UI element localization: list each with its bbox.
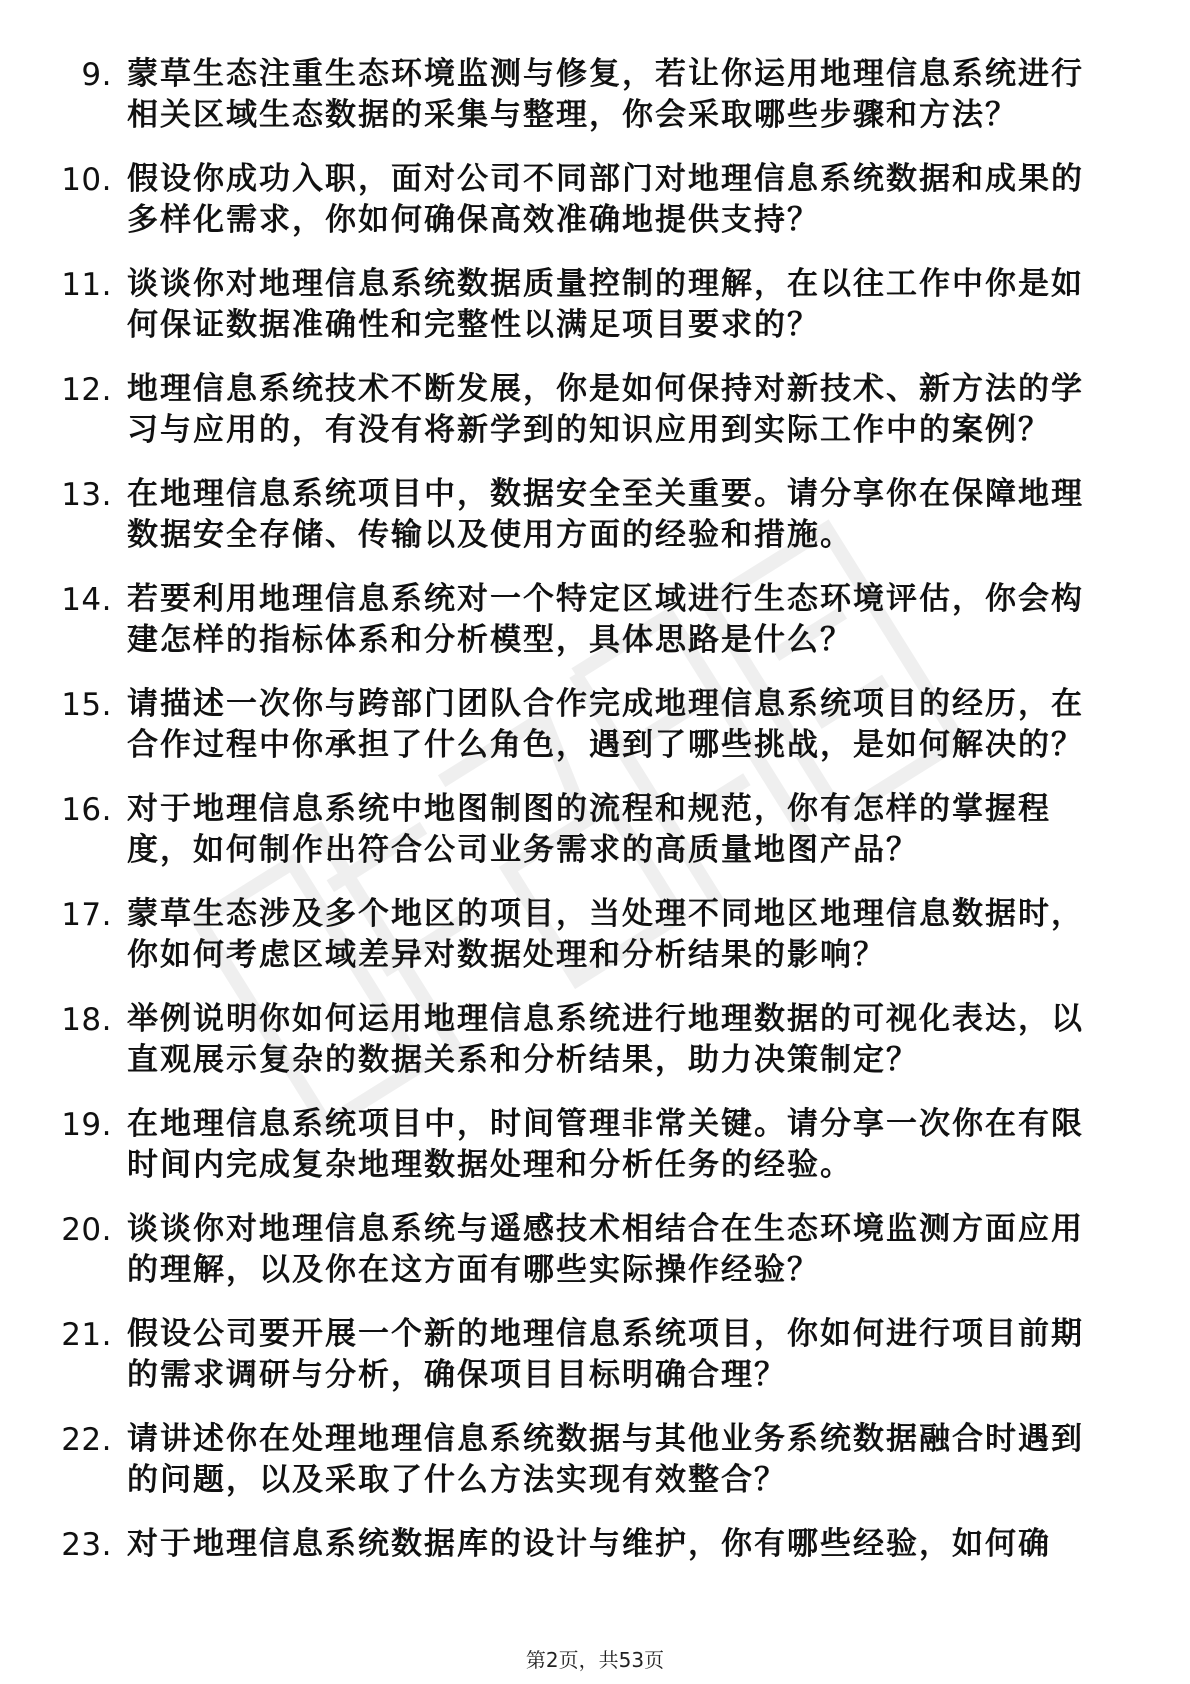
question-text: 若要利用地理信息系统对一个特定区域进行生态环境评估，你会构建怎样的指标体系和分析模型，具体思路是什么？ [127, 581, 1084, 658]
question-number: 19. [61, 1107, 112, 1143]
question-text: 请描述一次你与跨部门团队合作完成地理信息系统项目的经历，在合作过程中你承担了什么角色，遇到了哪些挑战，是如何解决的？ [127, 686, 1084, 763]
list-item [0, 789, 1190, 871]
list-item [0, 159, 1190, 241]
page-footer: 第2页，共53页 [525, 1648, 665, 1672]
list-item [0, 474, 1190, 556]
question-text: 蒙草生态涉及多个地区的项目，当处理不同地区地理信息数据时，你如何考虑区域差异对数据处理和分析结果的影响？ [127, 896, 1084, 973]
question-number: 13. [61, 477, 112, 513]
list-item [0, 894, 1190, 976]
question-text: 在地理信息系统项目中，数据安全至关重要。请分享你在保障地理数据安全存储、传输以及使用方面的经验和措施。 [127, 476, 1084, 553]
question-text: 在地理信息系统项目中，时间管理非常关键。请分享一次你在有限时间内完成复杂地理数据处理和分析任务的经验。 [127, 1106, 1084, 1183]
question-number: 11. [61, 267, 112, 303]
question-text: 请讲述你在处理地理信息系统数据与其他业务系统数据融合时遇到的问题，以及采取了什么方法实现有效整合？ [127, 1421, 1084, 1498]
list-item [0, 1314, 1190, 1396]
question-number: 16. [61, 792, 112, 828]
list-item [0, 579, 1190, 661]
question-number: 15. [61, 687, 112, 723]
question-text: 假设你成功入职，面对公司不同部门对地理信息系统数据和成果的多样化需求，你如何确保高效准确地提供支持？ [127, 161, 1084, 238]
question-text: 谈谈你对地理信息系统与遥感技术相结合在生态环境监测方面应用的理解，以及你在这方面有哪些实际操作经验？ [127, 1211, 1084, 1288]
question-number: 23. [61, 1527, 112, 1563]
question-text: 地理信息系统技术不断发展，你是如何保持对新技术、新方法的学习与应用的，有没有将新学到的知识应用到实际工作中的案例？ [127, 371, 1084, 448]
list-item [0, 369, 1190, 451]
question-number: 12. [61, 372, 112, 408]
question-text: 举例说明你如何运用地理信息系统进行地理数据的可视化表达，以直观展示复杂的数据关系和分析结果，助力决策制定？ [127, 1001, 1084, 1078]
list-item [0, 1419, 1190, 1501]
question-number: 9. [81, 57, 112, 93]
question-number: 21. [61, 1317, 112, 1353]
question-number: 17. [61, 897, 112, 933]
question-text: 假设公司要开展一个新的地理信息系统项目，你如何进行项目前期的需求调研与分析，确保项目目标明确合理？ [127, 1316, 1084, 1393]
question-text: 蒙草生态注重生态环境监测与修复，若让你运用地理信息系统进行相关区域生态数据的采集与整理，你会采取哪些步骤和方法？ [127, 56, 1084, 133]
list-item [0, 54, 1190, 136]
question-number: 18. [61, 1002, 112, 1038]
question-number: 14. [61, 582, 112, 618]
list-item [0, 1209, 1190, 1291]
question-number: 10. [61, 162, 112, 198]
list-item [0, 684, 1190, 766]
question-number: 20. [61, 1212, 112, 1248]
list-item [0, 999, 1190, 1081]
question-list [0, 54, 1190, 1588]
list-item [0, 1524, 1190, 1565]
list-item [0, 264, 1190, 346]
list-item [0, 1104, 1190, 1186]
question-number: 22. [61, 1422, 112, 1458]
question-text: 对于地理信息系统数据库的设计与维护，你有哪些经验，如何确 [127, 1526, 1051, 1562]
question-text: 对于地理信息系统中地图制图的流程和规范，你有怎样的掌握程度，如何制作出符合公司业务需求的高质量地图产品？ [127, 791, 1051, 868]
question-text: 谈谈你对地理信息系统数据质量控制的理解，在以往工作中你是如何保证数据准确性和完整性以满足项目要求的？ [127, 266, 1084, 343]
